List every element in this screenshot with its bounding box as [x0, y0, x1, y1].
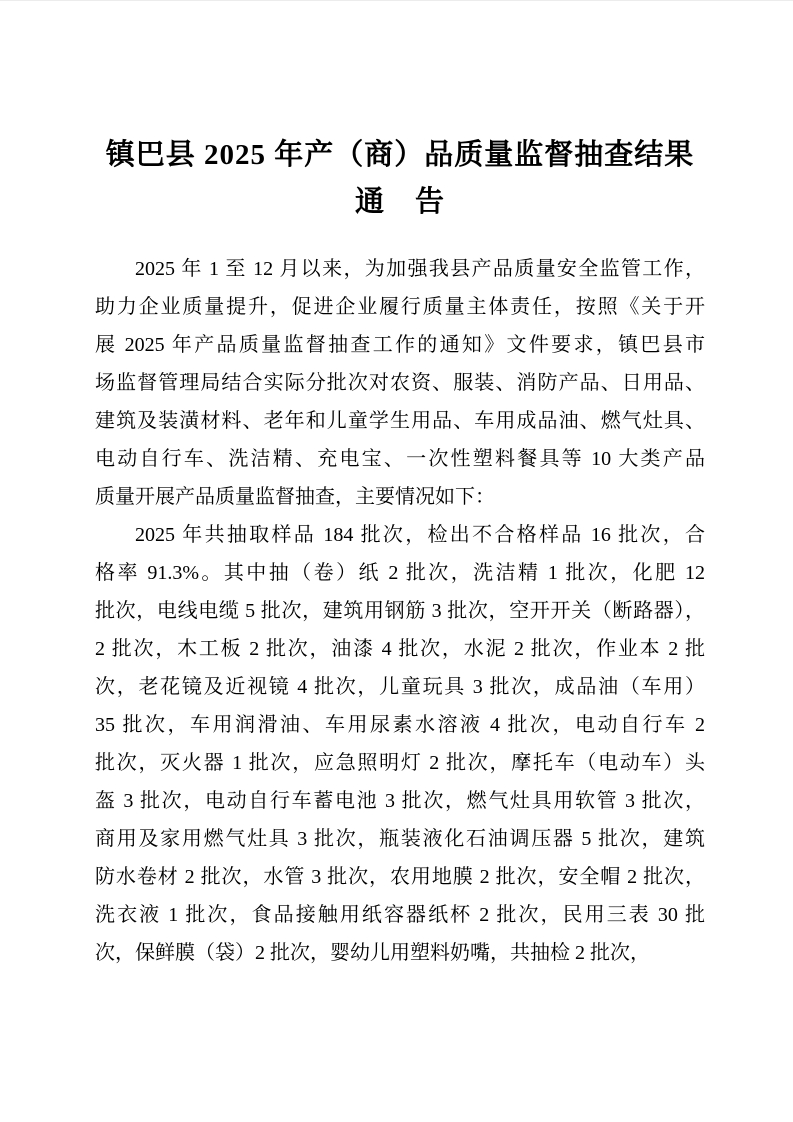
- paragraph-line: 格率 91.3%。其中抽（卷）纸 2 批次，洗洁精 1 批次，化肥 12: [95, 562, 705, 584]
- paragraph-line: 35 批次，车用润滑油、车用尿素水溶液 4 批次，电动自行车 2: [95, 714, 705, 736]
- title-line-2: 通 告: [354, 186, 445, 218]
- document-title: [95, 132, 705, 226]
- paragraph-line: 2025 年共抽取样品 184 批次，检出不合格样品 16 批次，合: [135, 524, 705, 546]
- paragraph-line: 建筑及装潢材料、老年和儿童学生用品、车用成品油、燃气灶具、: [95, 410, 705, 432]
- document-content: [95, 132, 705, 972]
- paragraph-line: 批次，灭火器 1 批次，应急照明灯 2 批次，摩托车（电动车）头: [95, 752, 705, 774]
- paragraph-line: 助力企业质量提升，促进企业履行质量主体责任，按照《关于开: [95, 296, 705, 318]
- paragraph-line: 展 2025 年产品质量监督抽查工作的通知》文件要求，镇巴县市: [95, 334, 705, 356]
- title-line-1: 镇巴县 2025 年产（商）品质量监督抽查结果: [105, 139, 695, 171]
- paragraph-line: 次，老花镜及近视镜 4 批次，儿童玩具 3 批次，成品油（车用）: [95, 676, 705, 698]
- paragraph-line: 次，保鲜膜（袋）2 批次，婴幼儿用塑料奶嘴，共抽检 2 批次，: [95, 942, 650, 964]
- paragraph-line: 盔 3 批次，电动自行车蓄电池 3 批次，燃气灶具用软管 3 批次，: [95, 790, 705, 812]
- paragraph-line: 2 批次，木工板 2 批次，油漆 4 批次，水泥 2 批次，作业本 2 批: [95, 638, 705, 660]
- paragraph-line: 批次，电线电缆 5 批次，建筑用钢筋 3 批次，空开开关（断路器），: [95, 600, 705, 622]
- paragraph-line: 洗衣液 1 批次，食品接触用纸容器纸杯 2 批次，民用三表 30 批: [95, 904, 705, 926]
- paragraph-line: 商用及家用燃气灶具 3 批次，瓶装液化石油调压器 5 批次，建筑: [95, 828, 705, 850]
- paragraph-line: 2025 年 1 至 12 月以来，为加强我县产品质量安全监管工作，: [135, 258, 705, 280]
- document-body: [95, 250, 705, 972]
- paragraph-line: 质量开展产品质量监督抽查，主要情况如下：: [95, 486, 495, 508]
- paragraph-line: 场监督管理局结合实际分批次对农资、服装、消防产品、日用品、: [95, 372, 705, 394]
- paragraph-line: 防水卷材 2 批次，水管 3 批次，农用地膜 2 批次，安全帽 2 批次，: [95, 866, 705, 888]
- paragraph-line: 电动自行车、洗洁精、充电宝、一次性塑料餐具等 10 大类产品: [95, 448, 705, 470]
